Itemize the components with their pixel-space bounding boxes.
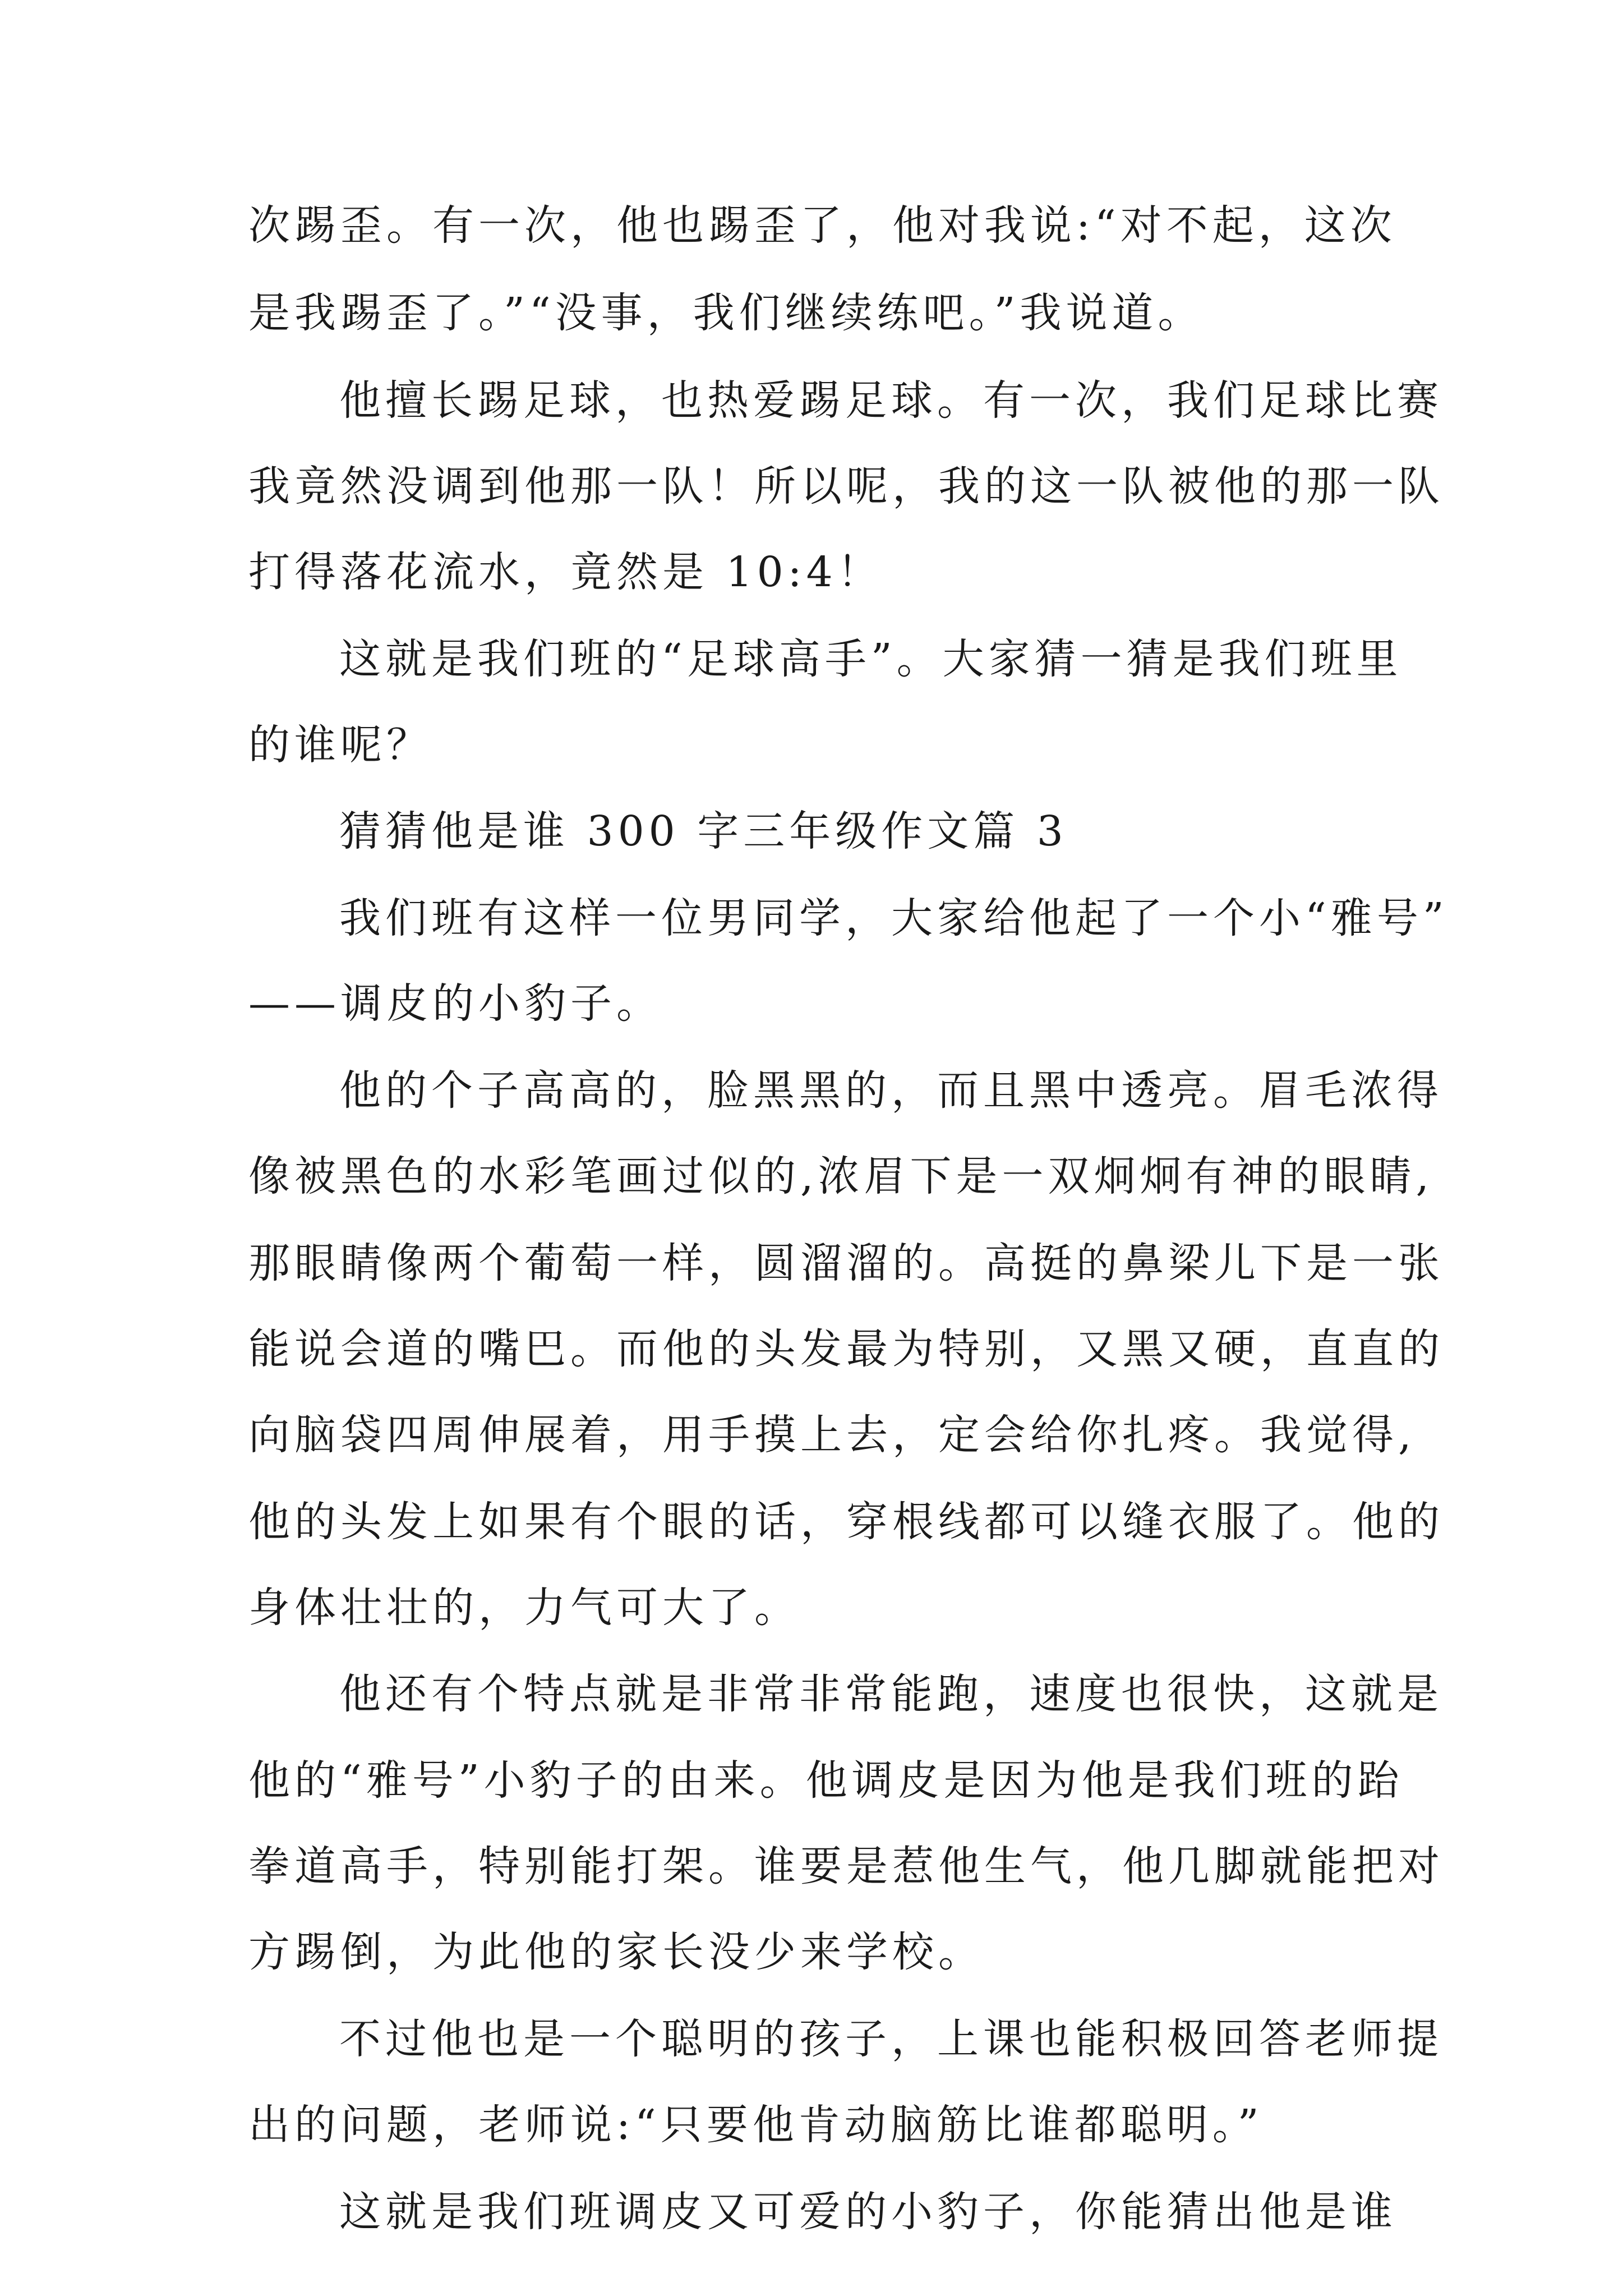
text-line: 是我踢歪了。”“没事，我们继续练吧。”我说道。 (248, 289, 1204, 337)
paragraph-first-line: 不过他也是一个聪明的孩子，上课也能积极回答老师提 (339, 2015, 1443, 2063)
text-line: 他的头发上如果有个眼的话，穿根线都可以缝衣服了。他的 (248, 1498, 1444, 1546)
section-heading: 猜猜他是谁 300 字三年级作文篇 3 (339, 807, 1068, 855)
paragraph-first-line: 这就是我们班调皮又可爱的小豹子，你能猜出他是谁 (339, 2188, 1397, 2236)
text-line: 出的问题，老师说:“只要他肯动脑筋比谁都聪明。” (248, 2101, 1264, 2149)
text-line: 打得落花流水，竟然是 10:4！ (248, 548, 883, 596)
text-line: 拳道高手，特别能打架。谁要是惹他生气，他几脚就能把对 (248, 1842, 1444, 1890)
paragraph-first-line: 他擅长踢足球，也热爱踢足球。有一次，我们足球比赛 (339, 376, 1443, 425)
text-line: 身体壮壮的，力气可大了。 (248, 1584, 800, 1632)
text-line: 向脑袋四周伸展着，用手摸上去，定会给你扎疼。我觉得, (248, 1411, 1416, 1459)
text-line: 他的“雅号”小豹子的由来。他调皮是因为他是我们班的跆 (248, 1756, 1404, 1805)
text-line: 能说会道的嘴巴。而他的头发最为特别，又黑又硬，直直的 (248, 1325, 1444, 1373)
text-line: 那眼睛像两个葡萄一样，圆溜溜的。高挺的鼻梁儿下是一张 (248, 1239, 1444, 1287)
paragraph-first-line: 他的个子高高的，脸黑黑的，而且黑中透亮。眉毛浓得 (339, 1066, 1443, 1115)
text-line: 的谁呢？ (248, 721, 432, 769)
text-line: 我竟然没调到他那一队！所以呢，我的这一队被他的那一队 (248, 462, 1444, 510)
text-line: 像被黑色的水彩笔画过似的,浓眉下是一双炯炯有神的眼睛, (248, 1152, 1434, 1200)
text-line: 次踢歪。有一次，他也踢歪了，他对我说:“对不起，这次 (248, 201, 1396, 250)
text-line: ——调皮的小豹子。 (248, 979, 662, 1028)
paragraph-first-line: 这就是我们班的“足球高手”。大家猜一猜是我们班里 (339, 635, 1403, 683)
text-line: 方踢倒，为此他的家长没少来学校。 (248, 1928, 984, 1976)
paragraph-first-line: 他还有个特点就是非常非常能跑，速度也很快，这就是 (339, 1670, 1443, 1718)
paragraph-first-line: 我们班有这样一位男同学，大家给他起了一个小“雅号” (339, 894, 1449, 942)
